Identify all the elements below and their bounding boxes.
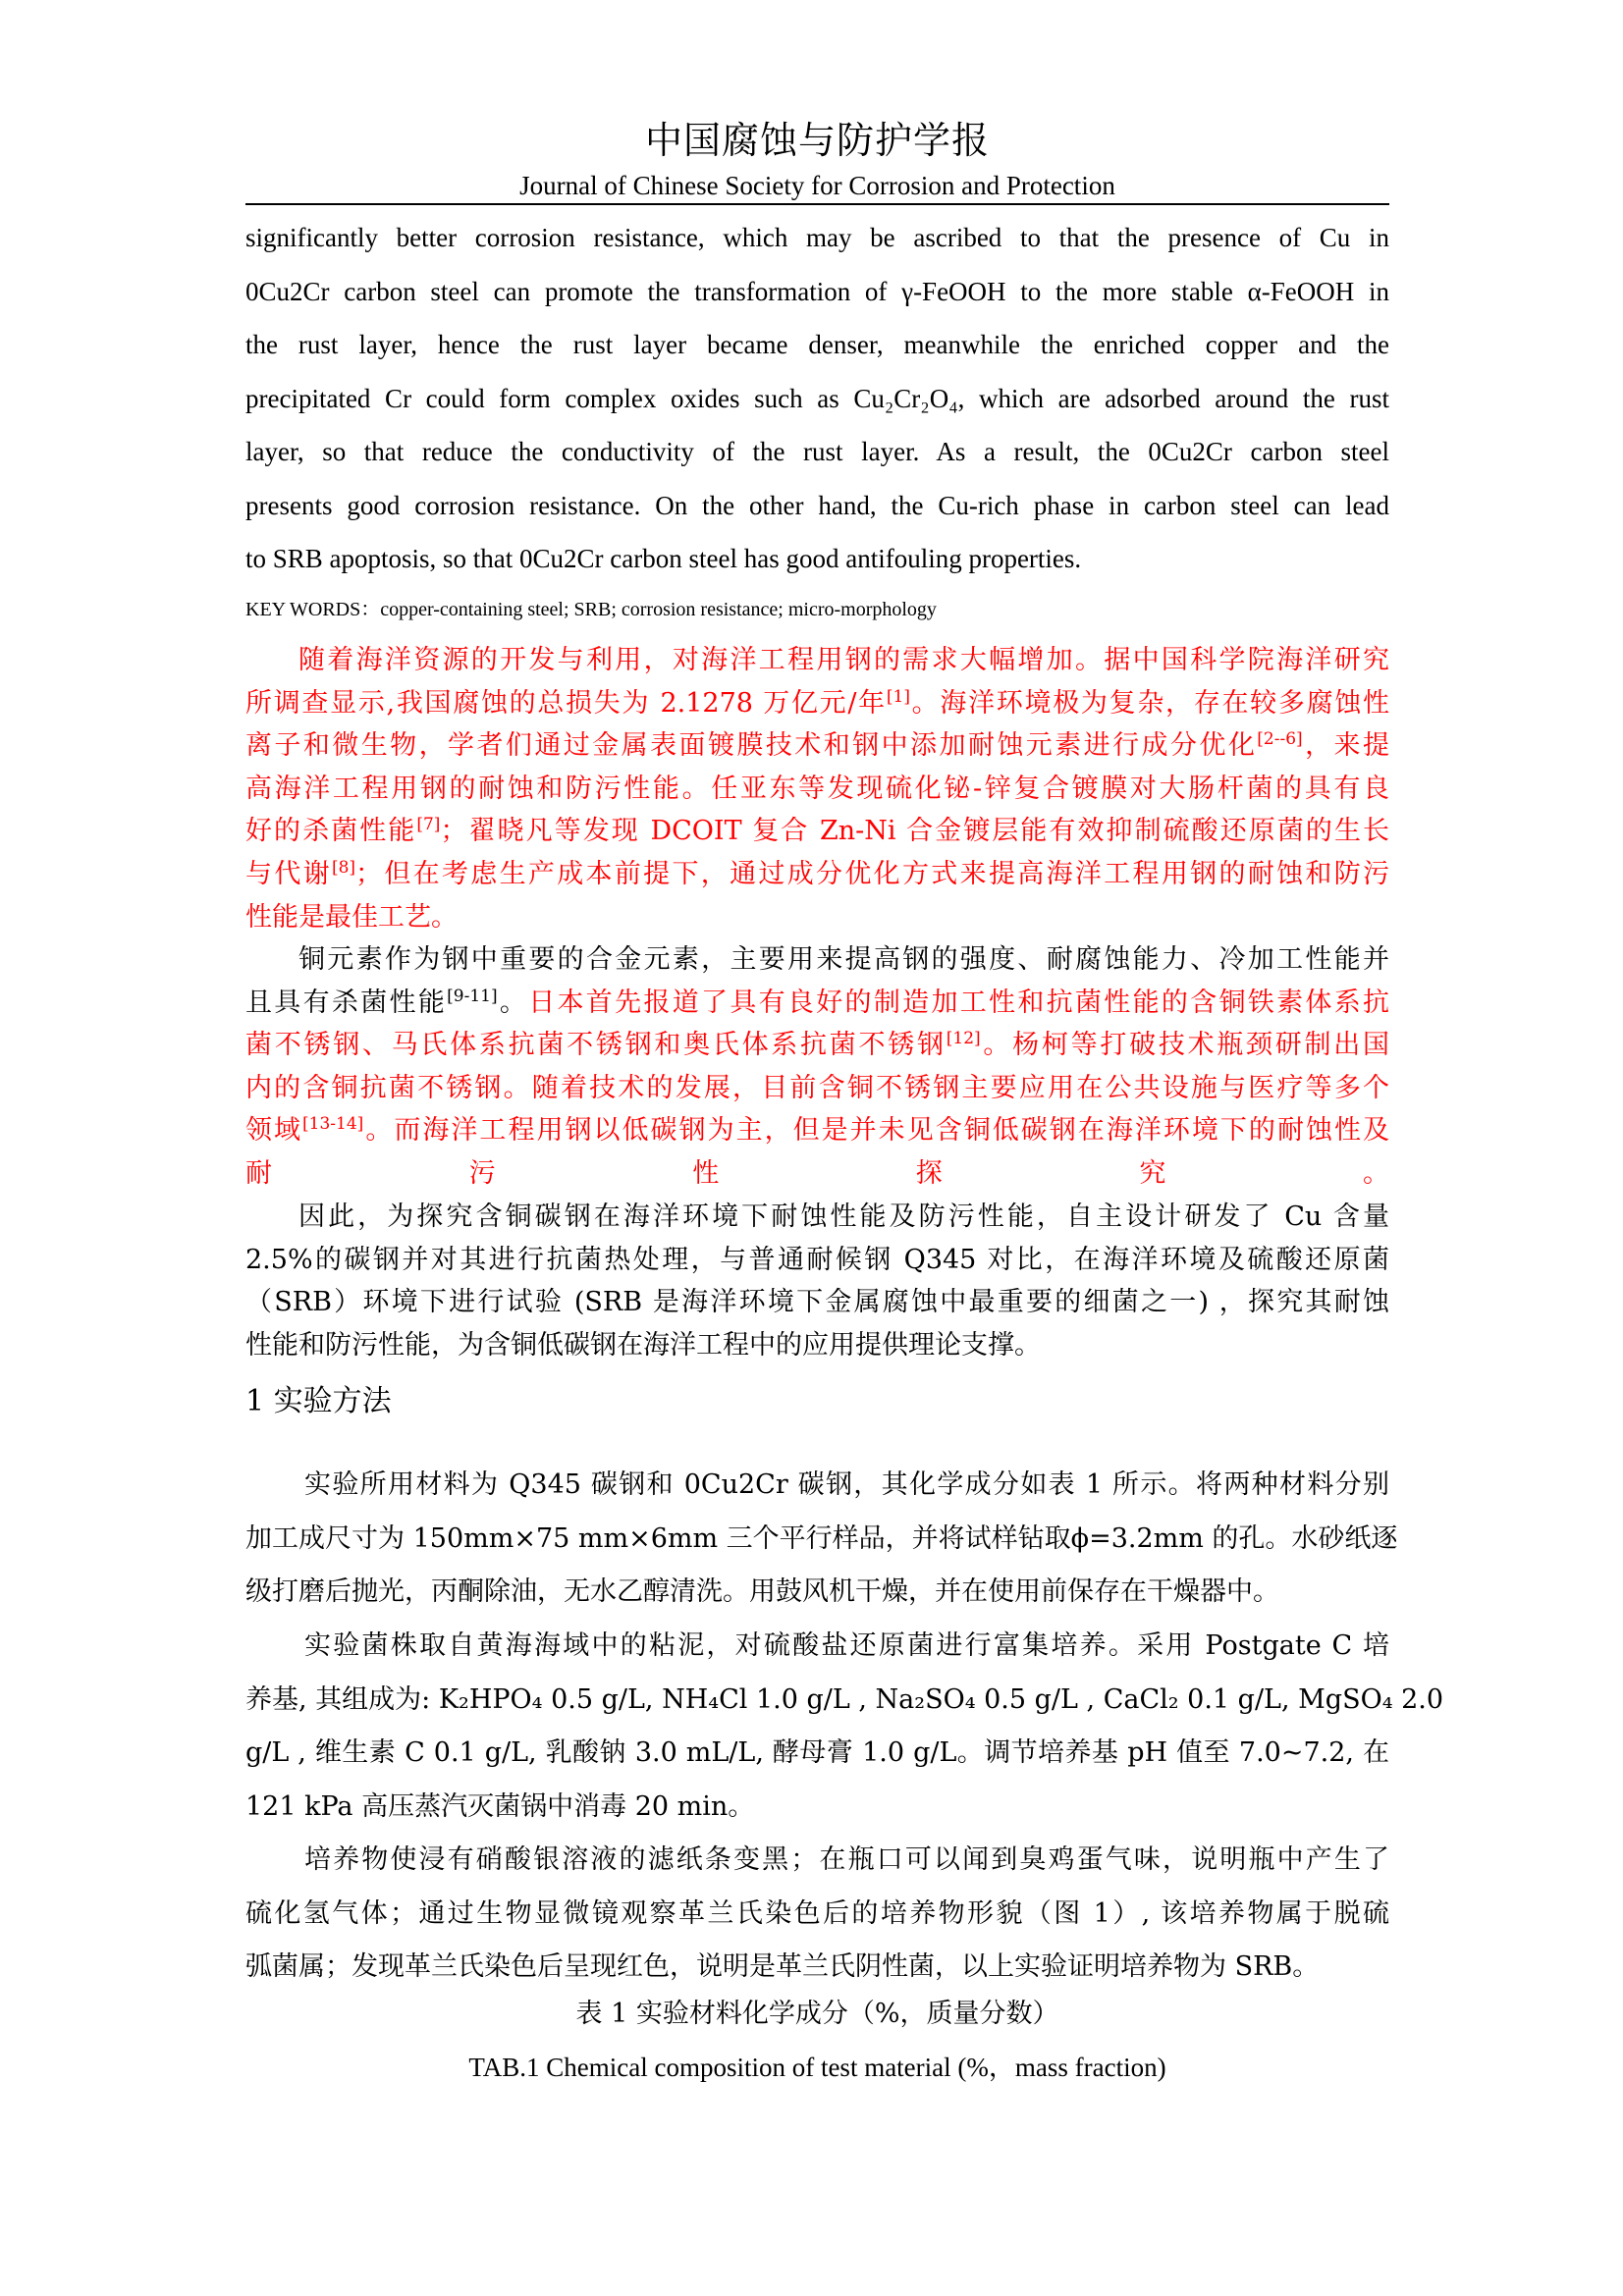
table-caption-en: TAB.1 Chemical composition of test material (%，mass fraction) <box>468 2053 1166 2082</box>
journal-title-en: Journal of Chinese Society for Corrosion and Protection <box>519 171 1115 200</box>
method-paragraph-2 <box>245 1620 1444 1834</box>
abstract-line: significantly better corrosion resistance, which may be ascribed to that the presence of Cu in <box>245 223 1389 252</box>
intro-paragraph-3 <box>245 1196 1389 1366</box>
journal-header <box>245 116 1389 202</box>
text-line: 121 kPa 高压蒸汽灭菌锅中消毒 20 min。 <box>245 1790 755 1822</box>
text-line: 硫化氢气体；通过生物显微镜观察革兰氏染色后的培养物形貌（图 1）, 该培养物属于脱硫 <box>245 1897 1389 1929</box>
method-paragraph-1 <box>245 1459 1398 1620</box>
text-line: 2.5%的碳钢并对其进行抗菌热处理，与普通耐候钢 Q345 对比，在海洋环境及硫酸还原菌 <box>245 1244 1389 1275</box>
table-caption-cn: 表 1 实验材料化学成分（%，质量分数） <box>575 1999 1059 2029</box>
text-line: 弧菌属；发现革兰氏染色后呈现红色，说明是革兰氏阴性菌，以上实验证明培养物为 SRB。 <box>245 1951 1320 1982</box>
text-line: 养基, 其组成为: K₂HPO₄ 0.5 g/L, NH₄Cl 1.0 g/L , Na₂SO₄ 0.5 g/L , CaCl₂ 0.1 g/L, MgSO₄ 2.0 <box>245 1683 1444 1715</box>
text-line: 领域[13-14]。而海洋工程用钢以低碳钢为主，但是并未见含铜低碳钢在海洋环境下的耐蚀性及 <box>245 1114 1390 1147</box>
text-line: 级打磨后抛光，丙酮除油，无水乙醇清洗。用鼓风机干燥，并在使用前保存在干燥器中。 <box>245 1576 1279 1607</box>
text-line: 培养物使浸有硝酸银溶液的滤纸条变黑；在瓶口可以闻到臭鸡蛋气味，说明瓶中产生了 <box>304 1844 1389 1875</box>
abstract-line: to SRB apoptosis, so that 0Cu2Cr carbon steel has good antifouling properties. <box>245 544 1082 573</box>
text-line: 性能和防污性能，为含铜低碳钢在海洋工程中的应用提供理论支撑。 <box>245 1329 1041 1361</box>
journal-title-cn: 中国腐蚀与防护学报 <box>644 119 990 162</box>
text-line: 所调查显示,我国腐蚀的总损失为 2.1278 万亿元/年[1]。海洋环境极为复杂，存在较多腐蚀性 <box>245 686 1389 719</box>
keywords: KEY WORDS：copper-containing steel; SRB; corrosion resistance; micro-morphology <box>245 599 937 620</box>
text-line: 内的含铜抗菌不锈钢。随着技术的发展，目前含铜不锈钢主要应用在公共设施与医疗等多个 <box>245 1072 1389 1103</box>
intro-paragraph-2 <box>245 938 1389 1196</box>
text-line: 加工成尺寸为 150mm×75 mm×6mm 三个平行样品，并将试样钻取ϕ=3.2mm 的孔。水砂纸逐 <box>245 1522 1398 1554</box>
text-line: 实验菌株取自黄海海域中的粘泥，对硫酸盐还原菌进行富集培养。采用 Postgate C 培 <box>304 1630 1389 1661</box>
text-segment-highlight: 日本首先报道了具有良好的制造加工性和抗菌性能的含铜铁素体系抗 <box>528 987 1390 1018</box>
text-line: 性能是最佳工艺。 <box>245 901 458 933</box>
text-line: 实验所用材料为 Q345 碳钢和 0Cu2Cr 碳钢，其化学成分如表 1 所示。将两种材料分别 <box>304 1469 1389 1500</box>
abstract-line: layer, so that reduce the conductivity of the rust layer. As a result, the 0Cu2Cr carbon steel <box>245 437 1389 466</box>
text-line: 离子和微生物，学者们通过金属表面镀膜技术和钢中添加耐蚀元素进行成分优化[2--6]，来提 <box>245 729 1389 762</box>
text-line: 高海洋工程用钢的耐蚀和防污性能。任亚东等发现硫化铋-锌复合镀膜对大肠杆菌的具有良 <box>245 773 1389 804</box>
text-segment: 且具有杀菌性能[9-11]。 <box>245 986 529 1018</box>
abstract-line: 0Cu2Cr carbon steel can promote the transformation of γ-FeOOH to the more stable α-FeOOH in <box>245 276 1389 306</box>
abstract-line: precipitated Cr could form complex oxides such as Cu₂Cr₂O₄, which are adsorbed around the rust <box>245 383 1389 413</box>
text-line: 因此，为探究含铜碳钢在海洋环境下耐蚀性能及防污性能，自主设计研发了 Cu 含量 <box>298 1201 1389 1232</box>
section-title: 1 实验方法 <box>245 1384 392 1418</box>
header-rule <box>245 203 1389 205</box>
text-line: g/L , 维生素 C 0.1 g/L, 乳酸钠 3.0 mL/L, 酵母膏 1.0 g/L。调节培养基 pH 值至 7.0~7.2, 在 <box>245 1737 1389 1768</box>
text-line: 铜元素作为钢中重要的合金元素，主要用来提高钢的强度、耐腐蚀能力、冷加工性能并 <box>298 944 1389 975</box>
text-line: 好的杀菌性能[7]；翟晓凡等发现 DCOIT 复合 Zn-Ni 合金镀层能有效抑制硫酸还原菌的生长 <box>245 815 1390 847</box>
text-line: （SRB）环境下进行试验 (SRB 是海洋环境下金属腐蚀中最重要的细菌之一) ，探究其耐蚀 <box>245 1287 1389 1318</box>
abstract-line: presents good corrosion resistance. On the other hand, the Cu-rich phase in carbon steel can lead <box>245 490 1389 520</box>
text-line: 耐污性探究。 <box>245 1157 1389 1189</box>
text-line: 菌不锈钢、马氏体系抗菌不锈钢和奥氏体系抗菌不锈钢[12]。杨柯等打破技术瓶颈研制出国 <box>245 1029 1390 1061</box>
text-line <box>245 982 1389 1025</box>
intro-paragraph-1 <box>245 639 1389 938</box>
method-paragraph-3 <box>245 1834 1389 1995</box>
abstract-text <box>245 211 1389 586</box>
abstract-line: the rust layer, hence the rust layer became denser, meanwhile the enriched copper and the <box>245 330 1389 359</box>
text-line: 与代谢[8]；但在考虑生产成本前提下，通过成分优化方式来提高海洋工程用钢的耐蚀和防污 <box>245 857 1390 889</box>
text-line: 随着海洋资源的开发与利用，对海洋工程用钢的需求大幅增加。据中国科学院海洋研究 <box>298 645 1389 675</box>
